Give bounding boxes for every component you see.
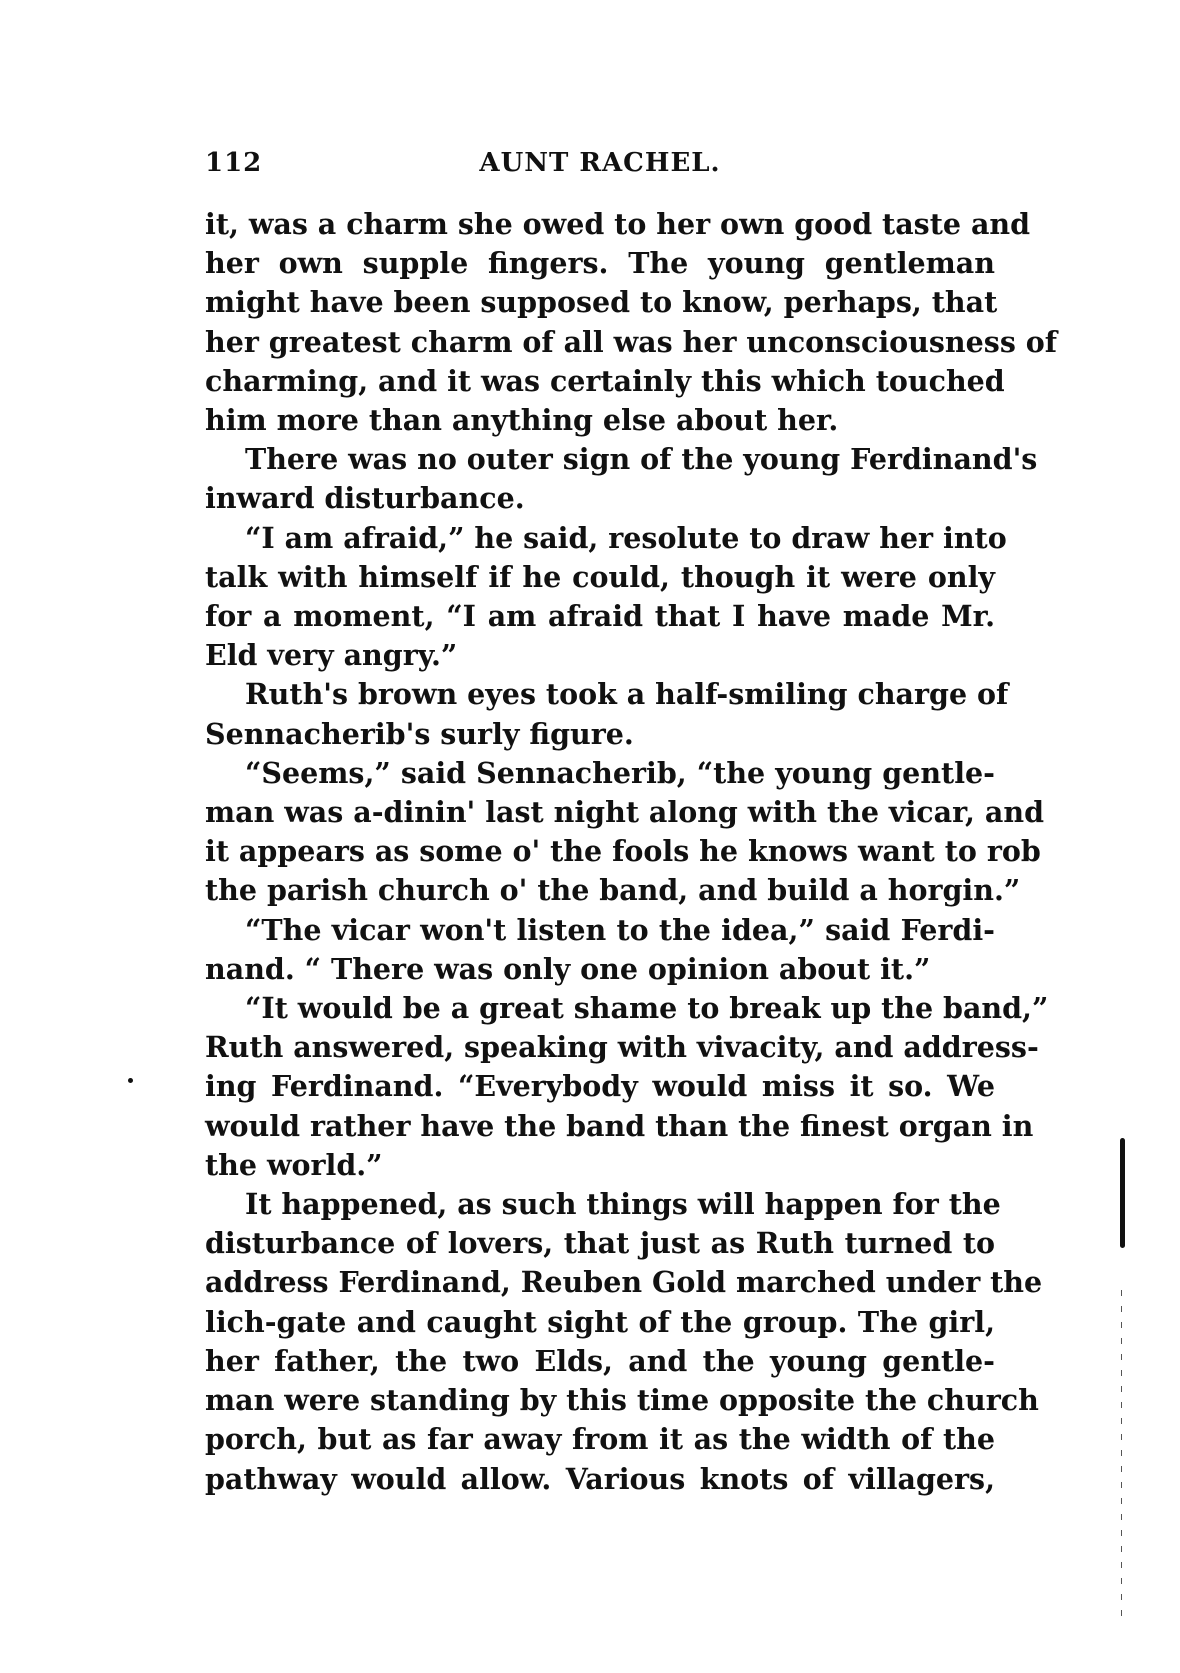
text-line: her greatest charm of all was her unconsciousness of <box>205 324 1058 359</box>
body-text <box>205 205 1058 1499</box>
text-line: Ruth's brown eyes took a half-smiling charge of <box>245 677 1009 712</box>
text-line: might have been supposed to know, perhaps, that <box>205 285 998 320</box>
page-number: 112 <box>205 148 263 178</box>
text-line: inward disturbance. <box>205 481 525 516</box>
text-line: man were standing by this time opposite the church <box>205 1383 1039 1418</box>
text-line: “The vicar won't listen to the idea,” said Ferdi- <box>245 912 995 947</box>
text-line: it, was a charm she owed to her own good taste and <box>205 207 1031 241</box>
paragraph <box>205 754 1044 911</box>
text-line: address Ferdinand, Reuben Gold marched under the <box>205 1265 1043 1300</box>
paragraph <box>205 440 1038 518</box>
paragraph <box>205 1185 1043 1499</box>
text-line: Ruth answered, speaking with vivacity, and address- <box>205 1030 1039 1065</box>
text-line: porch, but as far away from it as the width of the <box>205 1422 995 1457</box>
text-line: it appears as some o' the fools he knows want to rob <box>205 834 1041 869</box>
text-line: ing Ferdinand. “Everybody would miss it so. We <box>205 1069 995 1104</box>
text-line: talk with himself if he could, though it were only <box>205 559 995 594</box>
text-line: him more than anything else about her. <box>205 403 839 438</box>
text-line: Eld very angry.” <box>205 638 458 673</box>
text-line: disturbance of lovers, that just as Ruth turned to <box>205 1226 995 1261</box>
running-title: AUNT RACHEL. <box>479 148 721 178</box>
text-line: charming, and it was certainly this which touched <box>205 363 1005 398</box>
paragraph <box>205 205 1058 440</box>
text-line: “I am afraid,” he said, resolute to draw her into <box>245 520 1007 555</box>
text-line: There was no outer sign of the young Ferdinand's <box>245 442 1038 477</box>
paragraph <box>205 675 1009 753</box>
text-line: “Seems,” said Sennacherib, “the young gentle- <box>245 755 995 790</box>
text-line: her own supple fingers. The young gentleman <box>205 246 995 281</box>
text-line: would rather have the band than the finest organ in <box>205 1108 1034 1143</box>
text-line: the world.” <box>205 1147 383 1182</box>
text-line: the parish church o' the band, and build a horgin.” <box>205 873 1021 908</box>
text-line: man was a-dinin' last night along with the vicar, and <box>205 795 1044 830</box>
text-line: lich-gate and caught sight of the group. The girl, <box>205 1304 995 1339</box>
margin-bracket-mark <box>1120 1138 1125 1248</box>
paragraph <box>205 989 1049 1185</box>
paragraph <box>205 519 1007 676</box>
text-line: for a moment, “I am afraid that I have made Mr. <box>205 599 995 634</box>
text-line: nand. “ There was only one opinion about it.” <box>205 951 931 986</box>
margin-rule-mark <box>1121 1290 1122 1620</box>
paragraph <box>205 911 995 989</box>
text-line: pathway would allow. Various knots of villagers, <box>205 1461 995 1496</box>
text-line: “It would be a great shame to break up the band,” <box>245 991 1049 1026</box>
text-line: Sennacherib's surly figure. <box>205 716 634 751</box>
running-head <box>205 148 995 188</box>
text-line: It happened, as such things will happen for the <box>245 1187 1001 1222</box>
text-line: her father, the two Elds, and the young gentle- <box>205 1343 995 1378</box>
margin-dot-mark <box>128 1078 133 1083</box>
